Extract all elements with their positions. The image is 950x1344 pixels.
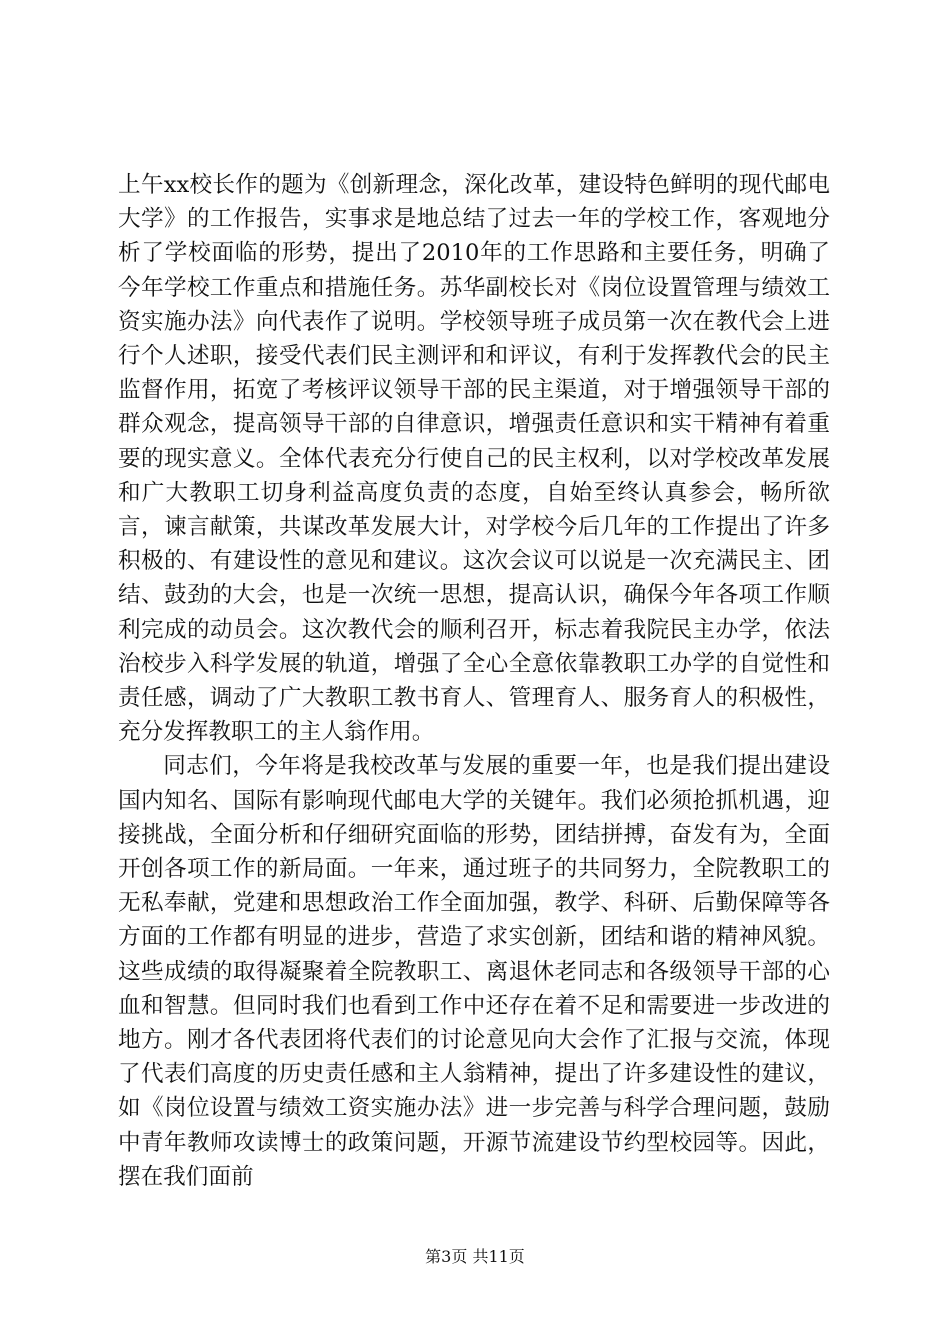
page-number-footer: 第3页 共11页 (425, 1247, 525, 1266)
paragraph-2: 同志们，今年将是我校改革与发展的重要一年，也是我们提出建设国内知名、国际有影响现代邮电大学的关键年。我们必须抢抓机遇，迎接挑战，全面分析和仔细研究面临的形势，团结拼搏，奋发有为，全面开创各项工作的新局面。一年来，通过班子的共同努力，全院教职工的无私奉献，党建和思想政治工作全面加强，教学、科研、后勤保障等各方面的工作都有明显的进步，营造了求实创新，团结和谐的精神风貌。这些成绩的取得凝聚着全院教职工、离退休老同志和各级领导干部的心血和智慧。但同时我们也看到工作中还存在着不足和需要进一步改进的地方。刚才各代表团将代表们的讨论意见向大会作了汇报与交流，体现了代表们高度的历史责任感和主人翁精神，提出了许多建设性的建议，如《岗位设置与绩效工资实施办法》进一步完善与科学合理问题，鼓励中青年教师攻读博士的政策问题，开源节流建设节约型校园等。因此，摆在我们面前 (118, 753, 830, 1190)
document-body (118, 168, 830, 1194)
paragraph-1: 上午xx校长作的题为《创新理念，深化改革，建设特色鲜明的现代邮电大学》的工作报告，实事求是地总结了过去一年的学校工作，客观地分析了学校面临的形势，提出了2010年的工作思路和主要任务，明确了今年学校工作重点和措施任务。苏华副校长对《岗位设置管理与绩效工资实施办法》向代表作了说明。学校领导班子成员第一次在教代会上进行个人述职，接受代表们民主测评和和评议，有利于发挥教代会的民主监督作用，拓宽了考核评议领导干部的民主渠道，对于增强领导干部的群众观念，提高领导干部的自律意识，增强责任意识和实干精神有着重要的现实意义。全体代表充分行使自己的民主权利，以对学校改革发展和广大教职工切身利益高度负责的态度，自始至终认真参会，畅所欲言，谏言献策，共谋改革发展大计，对学校今后几年的工作提出了许多积极的、有建设性的意见和建议。这次会议可以说是一次充满民主、团结、鼓劲的大会，也是一次统一思想，提高认识，确保今年各项工作顺利完成的动员会。这次教代会的顺利召开，标志着我院民主办学，依法治校步入科学发展的轨道，增强了全心全意依靠教职工办学的自觉性和责任感，调动了广大教职工教书育人、管理育人、服务育人的积极性，充分发挥教职工的主人翁作用。 (118, 172, 830, 746)
